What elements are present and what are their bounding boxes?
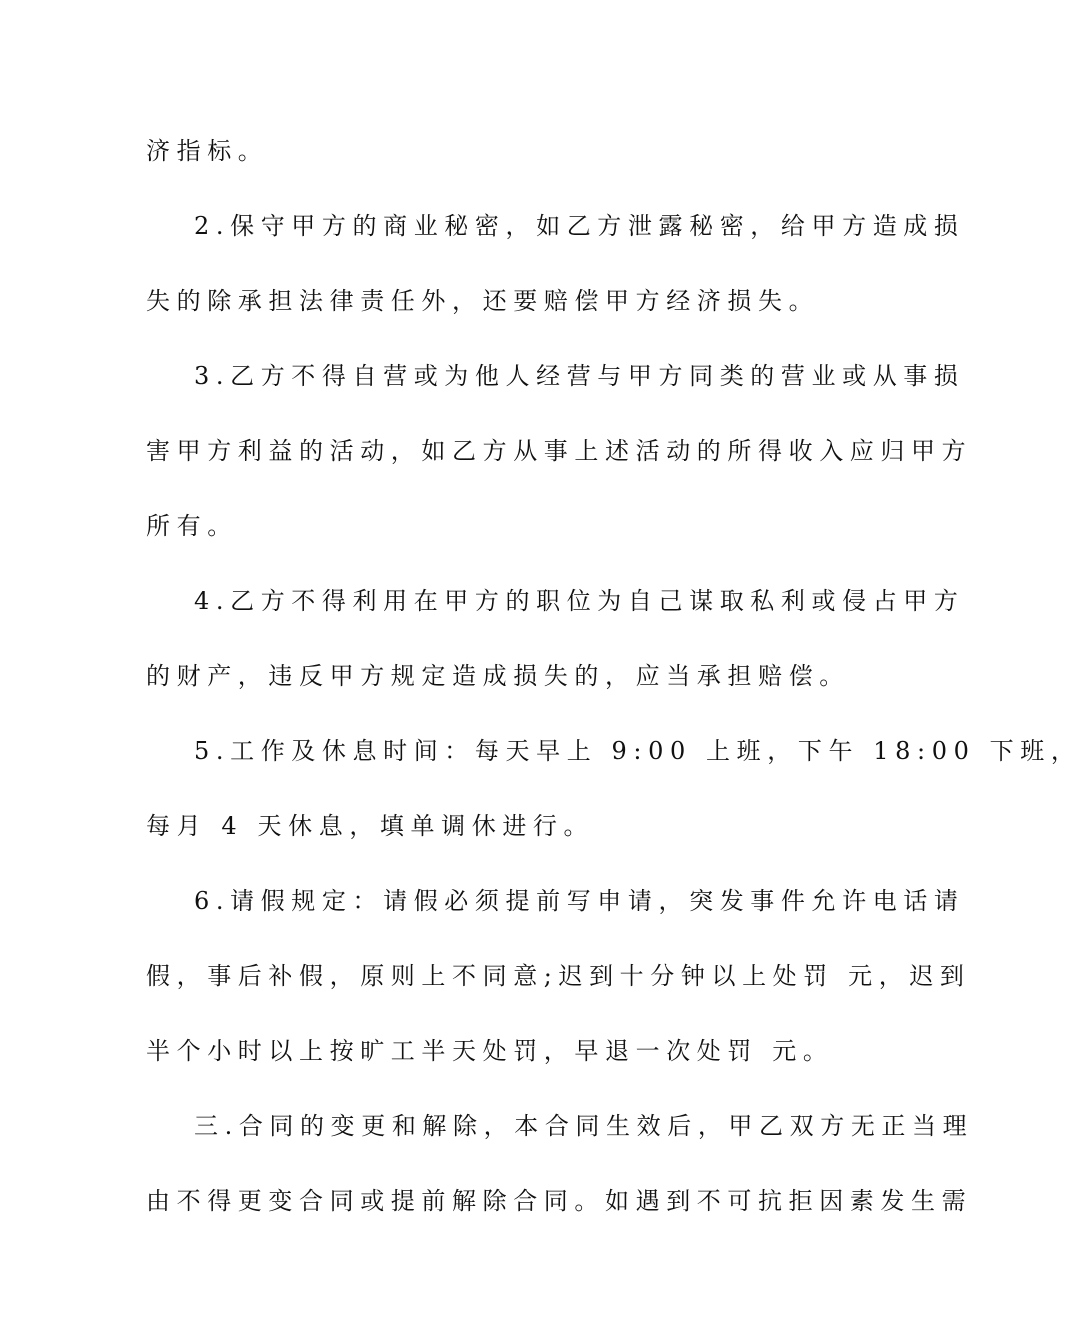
clause-6-line-2: 假，事后补假，原则上不同意;迟到十分钟以上处罚 元，迟到: [146, 962, 971, 990]
clause-6-line-3: 半个小时以上按旷工半天处罚，早退一次处罚 元。: [146, 1037, 834, 1065]
clause-2-line-2: 失的除承担法律责任外，还要赔偿甲方经济损失。: [146, 287, 820, 315]
clause-3-line-1: 3.乙方不得自营或为他人经营与甲方同类的营业或从事损: [194, 362, 965, 390]
clause-2-line-1: 2.保守甲方的商业秘密，如乙方泄露秘密，给甲方造成损: [194, 212, 965, 240]
clause-5-line-2: 每月 4 天休息，填单调休进行。: [146, 812, 595, 840]
clause-3-line-2: 害甲方利益的活动，如乙方从事上述活动的所得收入应归甲方: [146, 437, 973, 465]
clause-5-line-1: 5.工作及休息时间：每天早上 9:00 上班，下午 18:00 下班，: [194, 737, 1081, 765]
clause-4-line-1: 4.乙方不得利用在甲方的职位为自己谋取私利或侵占甲方: [194, 587, 965, 615]
section-3-line-2: 由不得更变合同或提前解除合同。如遇到不可抗拒因素发生需: [146, 1187, 973, 1215]
clause-6-line-1: 6.请假规定：请假必须提前写申请，突发事件允许电话请: [194, 887, 965, 915]
clause-3-line-3: 所有。: [146, 512, 238, 540]
clause-4-line-2: 的财产，违反甲方规定造成损失的，应当承担赔偿。: [146, 662, 850, 690]
section-3-line-1: 三.合同的变更和解除，本合同生效后，甲乙双方无正当理: [194, 1112, 974, 1140]
text-line-1: 济指标。: [146, 137, 269, 165]
